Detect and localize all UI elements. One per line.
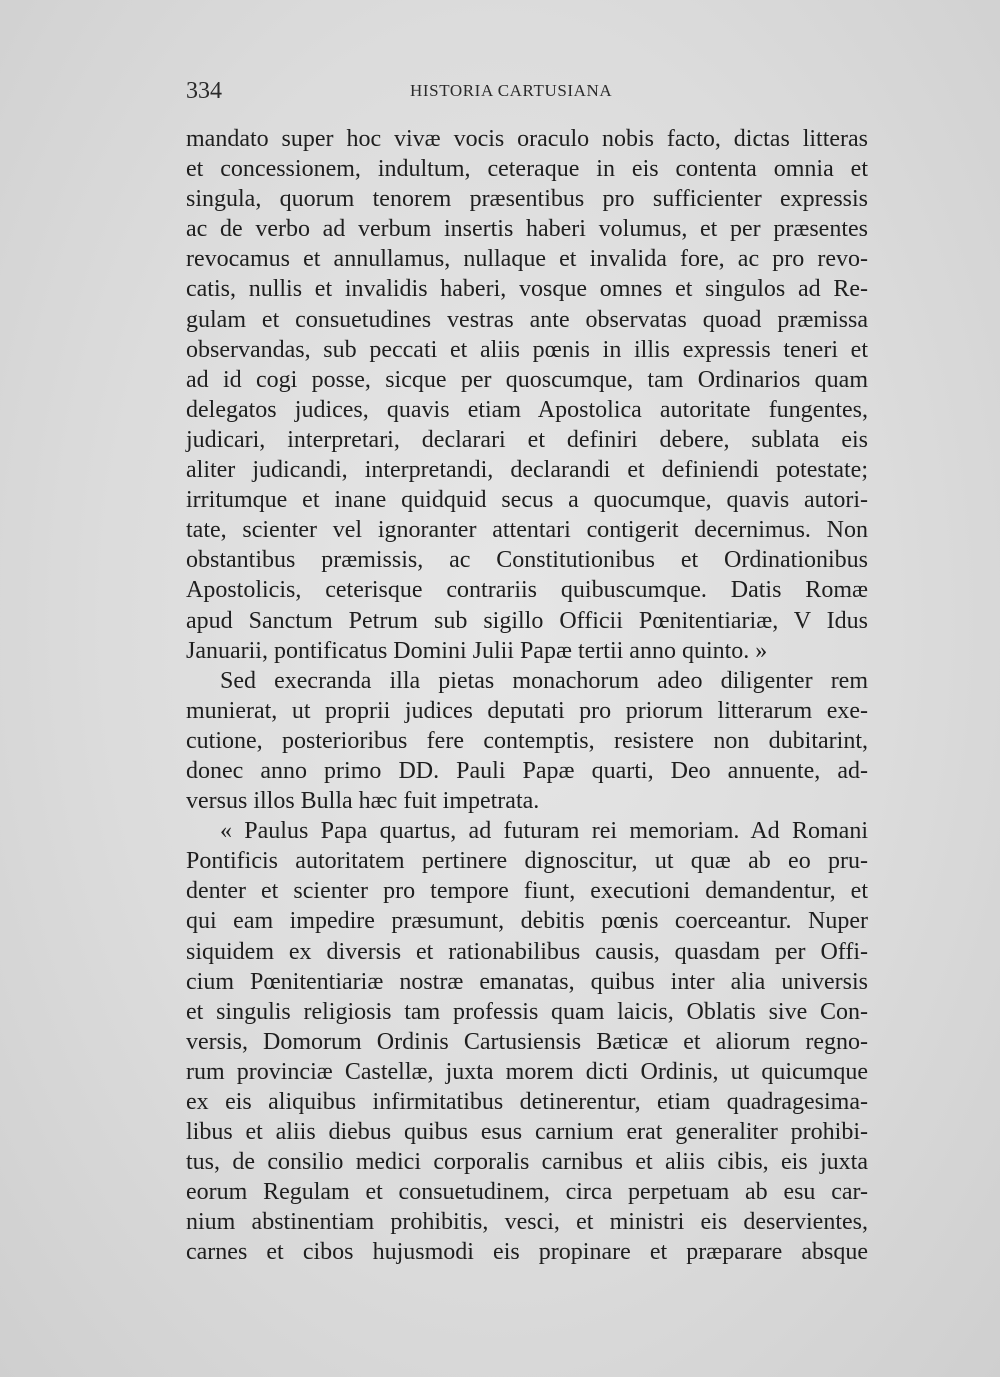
text-line: et singulis religiosis tam professis quam laicis, Oblatis sive Con- xyxy=(186,998,868,1025)
text-line: delegatos judices, quavis etiam Apostolica autoritate fungentes, xyxy=(186,396,868,423)
text-line: ac de verbo ad verbum insertis haberi volumus, et per præsentes xyxy=(186,216,868,243)
text-line: munierat, ut proprii judices deputati pro priorum litterarum exe- xyxy=(186,697,868,724)
text-line: apud Sanctum Petrum sub sigillo Officii Pœnitentiariæ, V Idus xyxy=(186,607,868,634)
text-line: ex eis aliquibus infirmitatibus detinerentur, etiam quadragesima- xyxy=(186,1089,868,1115)
text-line: Januarii, pontificatus Domini Julii Papæ tertii anno quinto. » xyxy=(186,637,768,664)
text-line: eorum Regulam et consuetudinem, circa perpetuam ab esu car- xyxy=(186,1179,868,1206)
text-line: versus illos Bulla hæc fuit impetrata. xyxy=(186,788,540,815)
text-line: ad id cogi posse, sicque per quoscumque, tam Ordinarios quam xyxy=(186,366,868,393)
text-line: rum provinciæ Castellæ, juxta morem dicti Ordinis, ut quicumque xyxy=(186,1058,868,1085)
text-line: nium abstinentiam prohibitis, vesci, et ministri eis deservientes, xyxy=(186,1209,868,1236)
text-line: versis, Domorum Ordinis Cartusiensis Bæticæ et aliorum regno- xyxy=(186,1028,868,1055)
text-line: tus, de consilio medici corporalis carnibus et aliis cibis, eis juxta xyxy=(186,1149,868,1176)
text-line: cium Pœnitentiariæ nostræ emanatas, quibus inter alia universis xyxy=(186,968,868,995)
text-line: irritumque et inane quidquid secus a quocumque, quavis autori- xyxy=(186,487,868,514)
text-line: obstantibus præmissis, ac Constitutionibus et Ordinationibus xyxy=(186,547,868,574)
text-line: qui eam impedire præsumunt, debitis pœnis coerceantur. Nuper xyxy=(186,908,868,935)
body-text xyxy=(186,124,868,1268)
paragraph-first-line: « Paulus Papa quartus, ad futuram rei memoriam. Ad Romani xyxy=(220,818,868,845)
text-line: mandato super hoc vivæ vocis oraculo nobis facto, dictas litteras xyxy=(186,126,868,152)
text-line: singula, quorum tenorem præsentibus pro sufficienter expressis xyxy=(186,186,868,213)
text-line: judicari, interpretari, declarari et definiri debere, sublata eis xyxy=(186,426,868,453)
paragraph-first-line: Sed execranda illa pietas monachorum adeo diligenter rem xyxy=(220,667,868,694)
running-head: HISTORIA CARTUSIANA xyxy=(410,81,613,100)
text-line: aliter judicandi, interpretandi, declarandi et definiendi potestate; xyxy=(186,457,868,484)
text-line: tate, scienter vel ignoranter attentari contigerit decernimus. Non xyxy=(186,517,868,544)
text-line: siquidem ex diversis et rationabilibus causis, quasdam per Offi- xyxy=(186,938,868,965)
text-line: observandas, sub peccati et aliis pœnis in illis expressis teneri et xyxy=(186,336,868,363)
text-line: catis, nullis et invalidis haberi, vosque omnes et singulos ad Re- xyxy=(186,276,868,303)
text-line: carnes et cibos hujusmodi eis propinare et præparare absque xyxy=(186,1239,868,1266)
text-line: gulam et consuetudines vestras ante observatas quoad præmissa xyxy=(186,306,868,333)
text-line: cutione, posterioribus fere contemptis, resistere non dubitarint, xyxy=(186,727,868,754)
text-line: revocamus et annullamus, nullaque et invalida fore, ac pro revo- xyxy=(186,246,868,273)
text-line: Apostolicis, ceterisque contrariis quibuscumque. Datis Romæ xyxy=(186,577,868,604)
text-line: denter et scienter pro tempore fiunt, executioni demandentur, et xyxy=(186,878,868,905)
page-header xyxy=(186,78,866,112)
text-line: libus et aliis diebus quibus esus carnium erat generaliter prohibi- xyxy=(186,1119,868,1146)
page-number: 334 xyxy=(186,78,222,104)
text-line: donec anno primo DD. Pauli Papæ quarti, Deo annuente, ad- xyxy=(186,757,868,784)
text-line: et concessionem, indultum, ceteraque in eis contenta omnia et xyxy=(186,156,868,183)
text-line: Pontificis autoritatem pertinere dignoscitur, ut quæ ab eo pru- xyxy=(186,848,868,875)
